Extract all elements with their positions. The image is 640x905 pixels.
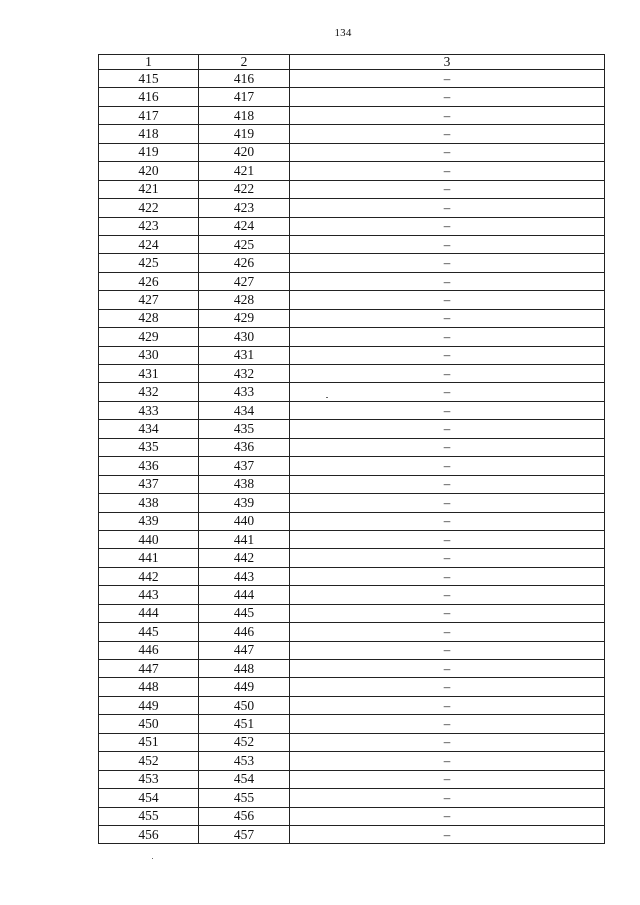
table-cell-col-3: –	[290, 70, 605, 88]
table-cell-col-2: 457	[199, 825, 290, 843]
table-cell-col-3: –	[290, 825, 605, 843]
table-cell-col-3: –	[290, 272, 605, 290]
table-cell-col-3: –	[290, 696, 605, 714]
table-cell-col-3: –	[290, 789, 605, 807]
table-row	[99, 217, 605, 235]
table-cell-col-2: 424	[199, 217, 290, 235]
table-cell-col-2: 432	[199, 365, 290, 383]
table-cell-col-3: –	[290, 567, 605, 585]
table-cell-col-3: –	[290, 88, 605, 106]
table-cell-col-3: –	[290, 549, 605, 567]
table-row	[99, 567, 605, 585]
table-cell-col-1: 452	[99, 752, 199, 770]
table-cell-col-1: 448	[99, 678, 199, 696]
table-row	[99, 309, 605, 327]
table-row	[99, 512, 605, 530]
table-cell-col-3: –	[290, 752, 605, 770]
table-row	[99, 715, 605, 733]
table-row	[99, 660, 605, 678]
table-cell-col-3: –	[290, 106, 605, 124]
table-cell-col-3: –	[290, 494, 605, 512]
table-cell-col-3: –	[290, 660, 605, 678]
table-cell-col-3: –	[290, 770, 605, 788]
table-cell-col-2: 423	[199, 199, 290, 217]
table-cell-col-1: 454	[99, 789, 199, 807]
table-cell-col-3: –	[290, 733, 605, 751]
table-row	[99, 254, 605, 272]
scan-speck	[326, 397, 328, 398]
table-cell-col-3: –	[290, 199, 605, 217]
table-cell-col-2: 416	[199, 70, 290, 88]
table-cell-col-1: 447	[99, 660, 199, 678]
table-cell-col-3: –	[290, 125, 605, 143]
table-cell-col-2: 421	[199, 162, 290, 180]
table-cell-col-3: –	[290, 401, 605, 419]
table-cell-col-2: 427	[199, 272, 290, 290]
table-cell-col-1: 428	[99, 309, 199, 327]
table-row	[99, 752, 605, 770]
table-cell-col-3: –	[290, 475, 605, 493]
table-cell-col-1: 419	[99, 143, 199, 161]
table-cell-col-1: 423	[99, 217, 199, 235]
table-cell-col-1: 439	[99, 512, 199, 530]
table-row	[99, 125, 605, 143]
table-row	[99, 420, 605, 438]
table-cell-col-2: 430	[199, 328, 290, 346]
table-cell-col-2: 433	[199, 383, 290, 401]
table-row	[99, 807, 605, 825]
table-cell-col-1: 455	[99, 807, 199, 825]
table-cell-col-3: –	[290, 420, 605, 438]
table-row	[99, 438, 605, 456]
table-cell-col-1: 431	[99, 365, 199, 383]
table-cell-col-2: 450	[199, 696, 290, 714]
table-row	[99, 199, 605, 217]
table-cell-col-2: 417	[199, 88, 290, 106]
table-cell-col-3: –	[290, 623, 605, 641]
table-cell-col-1: 434	[99, 420, 199, 438]
table-cell-col-3: –	[290, 309, 605, 327]
table-cell-col-1: 451	[99, 733, 199, 751]
table-cell-col-2: 441	[199, 530, 290, 548]
column-header-2: 2	[199, 55, 290, 70]
table-cell-col-1: 438	[99, 494, 199, 512]
table-row	[99, 143, 605, 161]
table-cell-col-2: 448	[199, 660, 290, 678]
table-cell-col-3: –	[290, 641, 605, 659]
table-row	[99, 641, 605, 659]
data-table-container	[98, 54, 604, 844]
table-cell-col-3: –	[290, 143, 605, 161]
table-cell-col-2: 438	[199, 475, 290, 493]
table-cell-col-1: 424	[99, 235, 199, 253]
table-cell-col-2: 418	[199, 106, 290, 124]
table-cell-col-2: 436	[199, 438, 290, 456]
table-row	[99, 549, 605, 567]
table-row	[99, 770, 605, 788]
table-cell-col-1: 430	[99, 346, 199, 364]
table-cell-col-1: 422	[99, 199, 199, 217]
table-cell-col-2: 428	[199, 291, 290, 309]
table-cell-col-2: 435	[199, 420, 290, 438]
table-row	[99, 365, 605, 383]
table-cell-col-2: 444	[199, 586, 290, 604]
scan-speck	[152, 858, 153, 859]
table-cell-col-3: –	[290, 180, 605, 198]
table-row	[99, 696, 605, 714]
table-cell-col-3: –	[290, 346, 605, 364]
table-cell-col-1: 418	[99, 125, 199, 143]
table-cell-col-1: 416	[99, 88, 199, 106]
table-cell-col-1: 435	[99, 438, 199, 456]
table-row	[99, 401, 605, 419]
table-cell-col-1: 456	[99, 825, 199, 843]
column-header-3: 3	[290, 55, 605, 70]
table-cell-col-1: 420	[99, 162, 199, 180]
table-cell-col-1: 433	[99, 401, 199, 419]
data-table	[98, 54, 605, 844]
table-cell-col-2: 456	[199, 807, 290, 825]
table-body	[99, 70, 605, 844]
table-row	[99, 789, 605, 807]
table-cell-col-3: –	[290, 383, 605, 401]
table-cell-col-1: 415	[99, 70, 199, 88]
table-cell-col-2: 445	[199, 604, 290, 622]
table-cell-col-1: 425	[99, 254, 199, 272]
table-cell-col-3: –	[290, 457, 605, 475]
table-cell-col-2: 455	[199, 789, 290, 807]
table-row	[99, 623, 605, 641]
table-row	[99, 180, 605, 198]
table-cell-col-1: 426	[99, 272, 199, 290]
table-cell-col-3: –	[290, 586, 605, 604]
table-row	[99, 235, 605, 253]
table-cell-col-1: 417	[99, 106, 199, 124]
table-cell-col-2: 437	[199, 457, 290, 475]
table-row	[99, 162, 605, 180]
table-row	[99, 733, 605, 751]
table-row	[99, 604, 605, 622]
table-cell-col-2: 453	[199, 752, 290, 770]
table-cell-col-3: –	[290, 162, 605, 180]
table-cell-col-3: –	[290, 328, 605, 346]
table-cell-col-2: 452	[199, 733, 290, 751]
table-cell-col-3: –	[290, 217, 605, 235]
table-cell-col-1: 436	[99, 457, 199, 475]
table-row	[99, 291, 605, 309]
table-cell-col-3: –	[290, 235, 605, 253]
table-cell-col-2: 449	[199, 678, 290, 696]
table-row	[99, 272, 605, 290]
page-number: 134	[334, 27, 352, 39]
table-row	[99, 825, 605, 843]
table-cell-col-1: 445	[99, 623, 199, 641]
table-cell-col-2: 420	[199, 143, 290, 161]
table-cell-col-3: –	[290, 807, 605, 825]
table-cell-col-2: 425	[199, 235, 290, 253]
table-cell-col-2: 426	[199, 254, 290, 272]
table-cell-col-2: 442	[199, 549, 290, 567]
table-cell-col-3: –	[290, 254, 605, 272]
table-cell-col-1: 427	[99, 291, 199, 309]
table-row	[99, 383, 605, 401]
table-cell-col-3: –	[290, 512, 605, 530]
table-cell-col-2: 447	[199, 641, 290, 659]
table-row	[99, 494, 605, 512]
table-cell-col-3: –	[290, 438, 605, 456]
table-cell-col-1: 429	[99, 328, 199, 346]
table-cell-col-2: 431	[199, 346, 290, 364]
table-cell-col-1: 441	[99, 549, 199, 567]
table-row	[99, 88, 605, 106]
table-row	[99, 346, 605, 364]
table-cell-col-1: 421	[99, 180, 199, 198]
table-row	[99, 586, 605, 604]
table-cell-col-3: –	[290, 365, 605, 383]
table-cell-col-3: –	[290, 604, 605, 622]
table-cell-col-2: 451	[199, 715, 290, 733]
table-cell-col-2: 440	[199, 512, 290, 530]
table-row	[99, 328, 605, 346]
table-cell-col-3: –	[290, 678, 605, 696]
table-cell-col-1: 446	[99, 641, 199, 659]
table-row	[99, 530, 605, 548]
table-cell-col-2: 422	[199, 180, 290, 198]
table-cell-col-3: –	[290, 291, 605, 309]
table-cell-col-2: 439	[199, 494, 290, 512]
column-header-1: 1	[99, 55, 199, 70]
table-row	[99, 678, 605, 696]
table-cell-col-1: 432	[99, 383, 199, 401]
table-cell-col-2: 434	[199, 401, 290, 419]
table-cell-col-2: 429	[199, 309, 290, 327]
table-row	[99, 70, 605, 88]
table-cell-col-1: 440	[99, 530, 199, 548]
table-row	[99, 457, 605, 475]
table-cell-col-1: 449	[99, 696, 199, 714]
table-cell-col-1: 437	[99, 475, 199, 493]
table-cell-col-3: –	[290, 715, 605, 733]
table-row	[99, 106, 605, 124]
table-cell-col-1: 453	[99, 770, 199, 788]
table-cell-col-2: 454	[199, 770, 290, 788]
table-cell-col-1: 443	[99, 586, 199, 604]
table-cell-col-1: 442	[99, 567, 199, 585]
table-row	[99, 475, 605, 493]
table-header-row	[99, 55, 605, 70]
table-cell-col-1: 450	[99, 715, 199, 733]
table-cell-col-3: –	[290, 530, 605, 548]
table-cell-col-1: 444	[99, 604, 199, 622]
table-cell-col-2: 446	[199, 623, 290, 641]
table-cell-col-2: 419	[199, 125, 290, 143]
table-cell-col-2: 443	[199, 567, 290, 585]
